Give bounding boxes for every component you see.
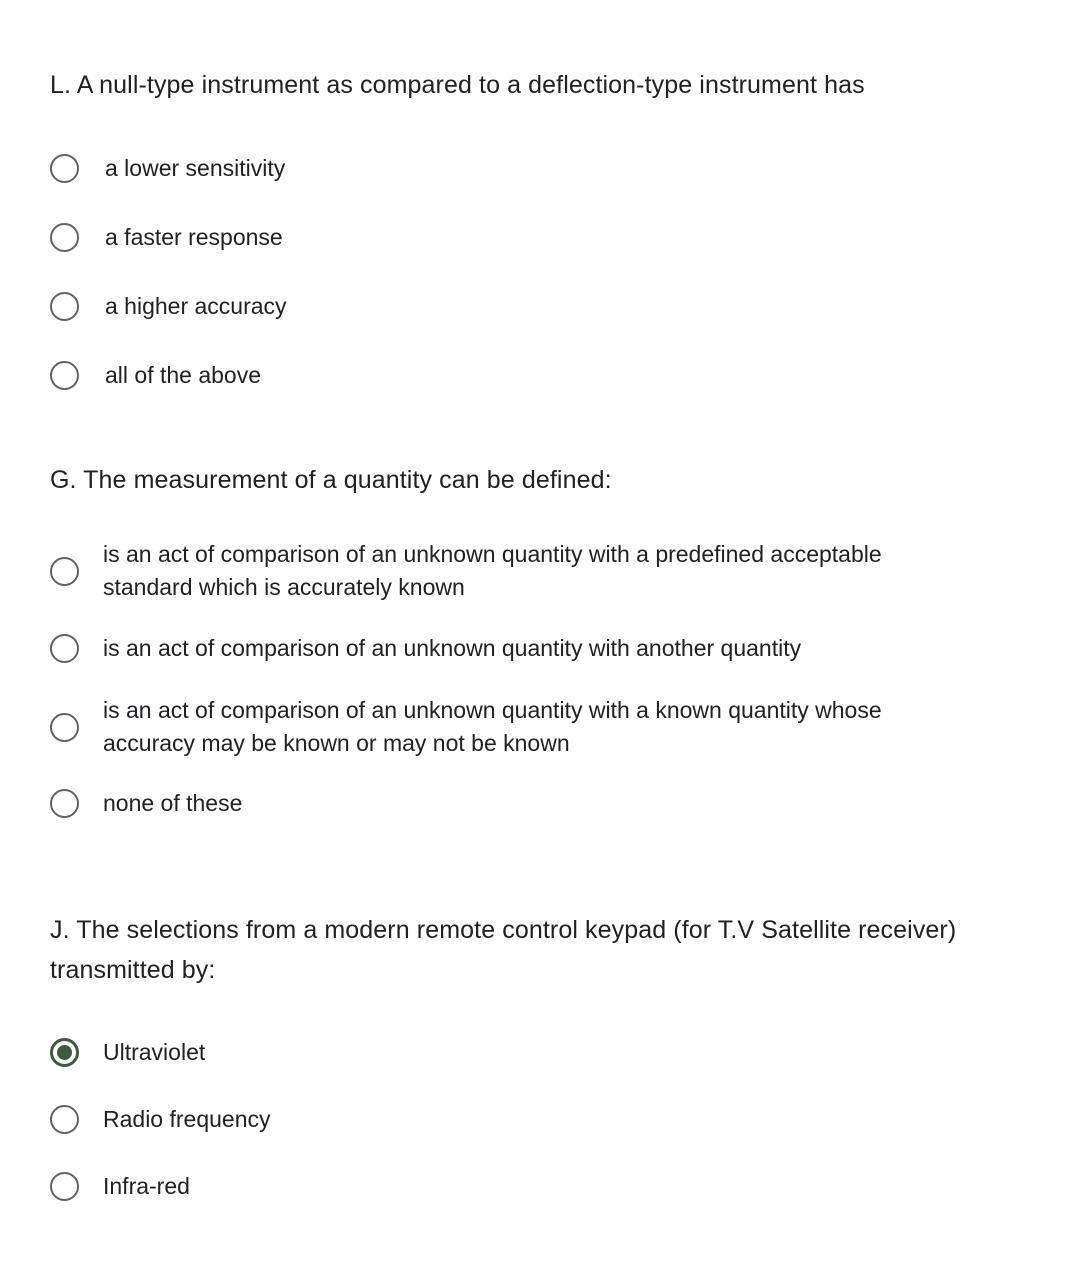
option-label: is an act of comparison of an unknown quantity with a predefined acceptable standard which is accurately known	[103, 541, 882, 600]
option-ultraviolet[interactable]	[50, 1036, 205, 1069]
radio-unchecked-icon[interactable]	[50, 557, 79, 586]
option-label: Infra-red	[103, 1173, 190, 1199]
option-another-quantity[interactable]	[50, 632, 923, 665]
option-label: a faster response	[105, 224, 283, 250]
option-radio-frequency[interactable]	[50, 1103, 271, 1136]
radio-unchecked-icon[interactable]	[50, 789, 79, 818]
option-label: all of the above	[105, 362, 262, 388]
radio-unchecked-icon[interactable]	[50, 713, 79, 742]
option-label: Ultraviolet	[103, 1039, 206, 1065]
radio-unchecked-icon[interactable]	[50, 154, 79, 183]
option-lower-sensitivity[interactable]	[50, 152, 285, 185]
option-label: a lower sensitivity	[105, 155, 286, 181]
option-predefined-standard[interactable]	[50, 538, 923, 604]
option-faster-response[interactable]	[50, 221, 283, 254]
radio-unchecked-icon[interactable]	[50, 361, 79, 390]
option-higher-accuracy[interactable]	[50, 290, 287, 323]
radio-unchecked-icon[interactable]	[50, 1172, 79, 1201]
question-l-title: L. A null-type instrument as compared to a deflection-type instrument has	[50, 71, 865, 99]
question-g-title: G. The measurement of a quantity can be defined:	[50, 466, 612, 494]
radio-unchecked-icon[interactable]	[50, 634, 79, 663]
radio-checked-icon[interactable]	[50, 1038, 79, 1067]
radio-unchecked-icon[interactable]	[50, 292, 79, 321]
radio-unchecked-icon[interactable]	[50, 1105, 79, 1134]
option-infra-red[interactable]	[50, 1170, 190, 1203]
radio-unchecked-icon[interactable]	[50, 223, 79, 252]
option-label: a higher accuracy	[105, 293, 287, 319]
option-label: Radio frequency	[103, 1106, 271, 1132]
question-j-title: J. The selections from a modern remote control keypad (for T.V Satellite receiver) transmitted by:	[50, 916, 957, 984]
option-known-quantity[interactable]	[50, 694, 923, 760]
option-all-of-the-above[interactable]	[50, 359, 261, 392]
option-none-of-these[interactable]	[50, 787, 923, 820]
option-label: is an act of comparison of an unknown quantity with a known quantity whose accuracy may be known or may not be known	[103, 697, 882, 756]
option-label: is an act of comparison of an unknown quantity with another quantity	[103, 635, 802, 661]
option-label: none of these	[103, 790, 243, 816]
